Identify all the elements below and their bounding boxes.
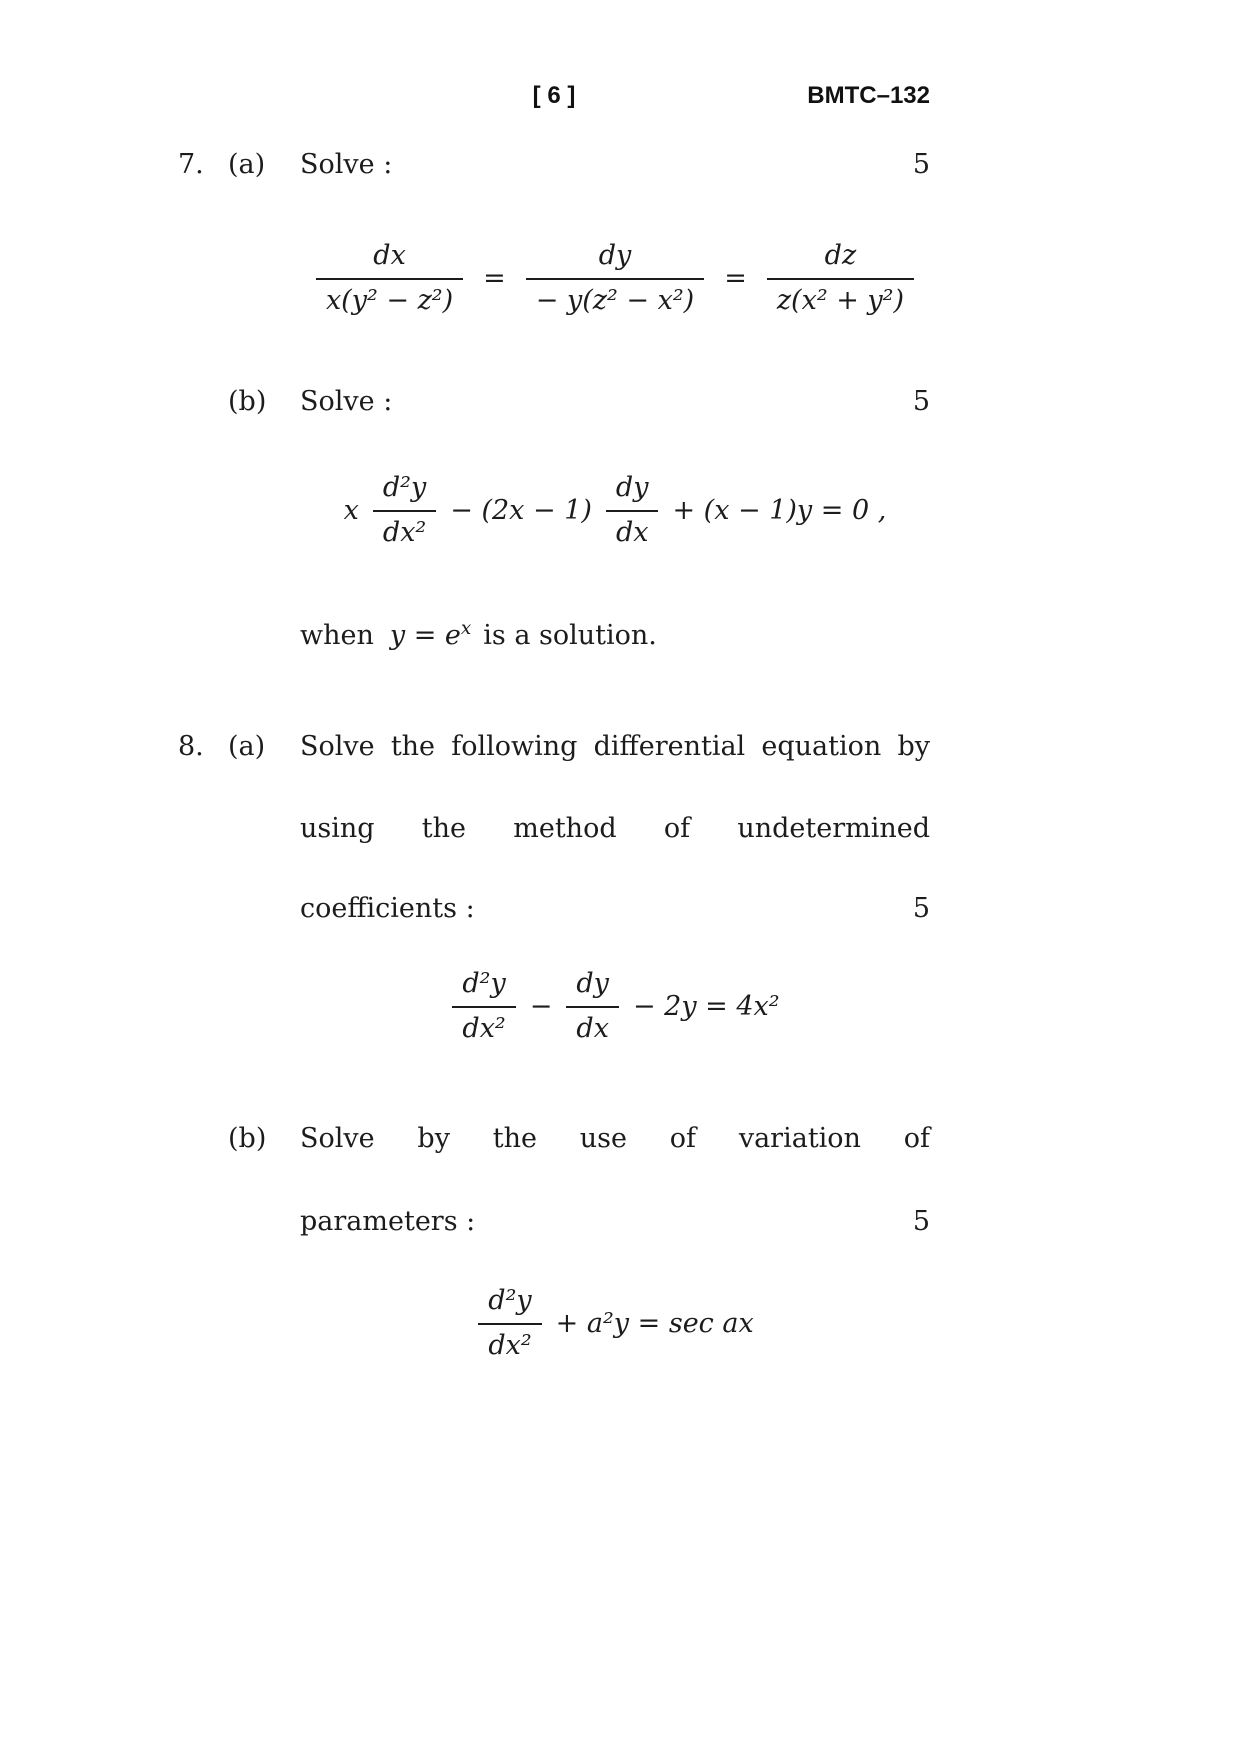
fraction-denominator: − y(z² − x²) (535, 285, 695, 317)
question-7-number: 7. (178, 149, 204, 180)
fraction (606, 472, 659, 550)
paper-code: BMTC–132 (807, 82, 930, 109)
fraction-numerator: dy (606, 472, 659, 512)
equation-7b (300, 472, 930, 550)
math-base: y = e (389, 620, 461, 651)
fraction-denominator: z(x² + y²) (776, 285, 905, 317)
fraction-denominator: x(y² − z²) (325, 285, 454, 317)
condition-text: when (300, 620, 374, 651)
question-8a-marks: 5 (912, 893, 930, 924)
question-8a-line3: coefficients : (300, 893, 475, 924)
fraction-numerator: dy (526, 240, 704, 280)
question-7a-label: (a) (228, 149, 266, 180)
fraction (767, 240, 914, 318)
equals-sign: = (724, 262, 747, 294)
question-7b-condition (300, 618, 930, 653)
question-8b-line2: parameters : (300, 1206, 476, 1237)
fraction-numerator: d²y (373, 472, 436, 512)
question-8b-row (178, 1122, 930, 1156)
fraction (373, 472, 436, 550)
fraction (526, 240, 704, 318)
equals-sign: = (483, 262, 506, 294)
math-exponent: x (460, 618, 472, 639)
fraction-numerator: dy (566, 968, 619, 1008)
fraction (566, 968, 619, 1046)
fraction-denominator: dx² (488, 1330, 532, 1362)
page-header (178, 82, 930, 110)
question-8a-line1: Solve the following differential equation by (300, 731, 930, 762)
fraction-numerator: d²y (478, 1285, 541, 1325)
question-8b-line1: Solve by the use of variation of (300, 1123, 930, 1154)
fraction-denominator: dx² (462, 1013, 506, 1045)
fraction (478, 1285, 541, 1363)
fraction (316, 240, 463, 318)
question-7b-prompt: Solve : (300, 386, 393, 417)
question-8a-line2-row (300, 812, 930, 846)
equation-7a (300, 240, 930, 318)
question-8a-line3-row (300, 892, 930, 926)
fraction (452, 968, 515, 1046)
question-7a-marks: 5 (912, 149, 930, 180)
equation-term: + a²y = sec ax (555, 1307, 754, 1339)
fraction-denominator: dx (576, 1013, 609, 1045)
fraction-numerator: d²y (452, 968, 515, 1008)
question-8b-line2-row (300, 1205, 930, 1239)
question-7b-marks: 5 (912, 386, 930, 417)
minus-sign: − (529, 990, 553, 1022)
question-7a-row (178, 148, 930, 182)
page-number: [ 6 ] (532, 82, 576, 109)
question-7a-prompt: Solve : (300, 149, 393, 180)
equation-term: x (343, 494, 359, 526)
question-7b-label: (b) (228, 386, 267, 417)
condition-math (390, 618, 471, 653)
question-8a-label: (a) (228, 731, 266, 762)
question-8b-marks: 5 (912, 1206, 930, 1237)
equation-8b (300, 1285, 930, 1363)
question-7b-row (178, 385, 930, 419)
condition-text: is a solution. (483, 620, 657, 651)
equation-term: − 2y = 4x² (632, 990, 780, 1022)
fraction-denominator: dx² (382, 517, 427, 549)
page-content (178, 0, 930, 1754)
question-8a-line2: using the method of undetermined (300, 813, 930, 844)
question-8-number: 8. (178, 731, 204, 762)
question-8a-row (178, 730, 930, 764)
equation-term: + (x − 1)y = 0 , (672, 494, 887, 526)
equation-term: − (2x − 1) (450, 494, 592, 526)
fraction-numerator: dx (316, 240, 463, 280)
fraction-denominator: dx (615, 517, 649, 549)
question-8b-label: (b) (228, 1123, 267, 1154)
equation-8a (300, 968, 930, 1046)
fraction-numerator: dz (767, 240, 914, 280)
